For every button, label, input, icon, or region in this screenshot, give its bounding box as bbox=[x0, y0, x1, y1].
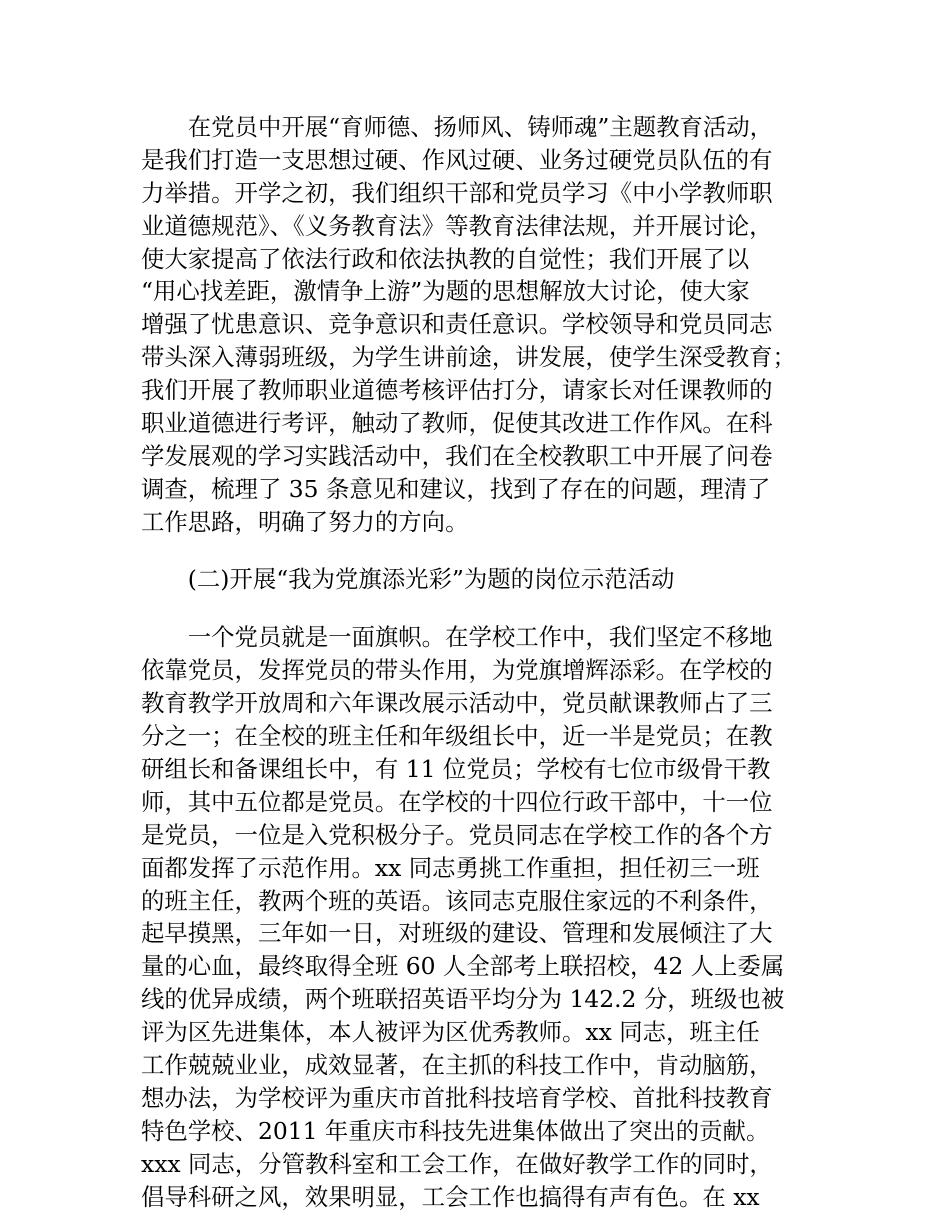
text-line: 使大家提高了依法行政和依法执教的自觉性；我们开展了以 bbox=[141, 244, 750, 273]
text-line: 教育教学开放周和六年课改展示活动中，党员献课教师占了三 bbox=[141, 689, 773, 718]
text-line: 想办法，为学校评为重庆市首批科技培育学校、首批科技教育 bbox=[141, 1083, 773, 1112]
text-line: 职业道德进行考评，触动了教师，促使其改进工作作风。在科 bbox=[141, 409, 773, 438]
text-line: 特色学校、2011 年重庆市科技先进集体做出了突出的贡献。 bbox=[141, 1116, 770, 1145]
section-heading bbox=[141, 563, 811, 596]
text-line: 带头深入薄弱班级，为学生讲前途，讲发展，使学生深受教育； bbox=[141, 343, 796, 372]
text-line: 量的心血，最终取得全班 60 人全部考上联招校，42 人上委属 bbox=[141, 952, 785, 981]
text-line: 在党员中开展“育师德、扬师风、铸师魂”主题教育活动， bbox=[141, 113, 774, 141]
text-line: 增强了忧患意识、竞争意识和责任意识。学校领导和党员同志 bbox=[141, 310, 773, 339]
paragraph-1 bbox=[141, 111, 811, 539]
text-line: 研组长和备课组长中，有 11 位党员；学校有七位市级骨干教 bbox=[141, 755, 771, 784]
text-line: 工作思路，明确了努力的方向。 bbox=[141, 507, 469, 536]
text-line: 面都发挥了示范作用。xx 同志勇挑工作重担，担任初三一班 bbox=[141, 853, 760, 882]
section-heading-text: (二)开展“我为党旗添光彩”为题的岗位示范活动 bbox=[141, 564, 675, 593]
paragraph-spacer bbox=[141, 595, 811, 621]
text-line: 分之一；在全校的班主任和年级组长中，近一半是党员；在教 bbox=[141, 722, 773, 751]
document-body bbox=[141, 111, 811, 1214]
text-line: 一个党员就是一面旗帜。在学校工作中，我们坚定不移地 bbox=[141, 623, 773, 652]
text-line: 力举措。开学之初，我们组织干部和党员学习《中小学教师职 bbox=[141, 178, 773, 207]
text-line: “用心找差距，激情争上游”为题的思想解放大讨论，使大家 bbox=[141, 277, 750, 306]
text-line: 倡导科研之风，效果明显，工会工作也搞得有声有色。在 xx bbox=[141, 1182, 760, 1211]
text-line: 依靠党员，发挥党员的带头作用，为党旗增辉添彩。在学校的 bbox=[141, 656, 773, 685]
text-line: 是党员，一位是入党积极分子。党员同志在学校工作的各个方 bbox=[141, 820, 773, 849]
text-line: 调查，梳理了 35 条意见和建议，找到了存在的问题，理清了 bbox=[141, 474, 771, 503]
paragraph-2 bbox=[141, 621, 811, 1213]
text-line: xxx 同志，分管教科室和工会工作，在做好教学工作的同时， bbox=[141, 1149, 773, 1178]
text-line: 工作兢兢业业，成效显著，在主抓的科技工作中，肯动脑筋， bbox=[141, 1051, 773, 1080]
text-line: 的班主任，教两个班的英语。该同志克服住家远的不利条件， bbox=[141, 886, 773, 915]
text-line: 我们开展了教师职业道德考核评估打分，请家长对任课教师的 bbox=[141, 376, 773, 405]
text-line: 评为区先进集体，本人被评为区优秀教师。xx 同志，班主任 bbox=[141, 1018, 760, 1047]
text-line: 起早摸黑，三年如一日，对班级的建设、管理和发展倾注了大 bbox=[141, 919, 773, 948]
paragraph-spacer bbox=[141, 539, 811, 563]
text-line: 业道德规范》、《义务教育法》等教育法律法规，并开展讨论， bbox=[141, 211, 773, 240]
text-line: 学发展观的学习实践活动中，我们在全校教职工中开展了问卷 bbox=[141, 441, 773, 470]
text-line: 师，其中五位都是党员。在学校的十四位行政干部中，十一位 bbox=[141, 787, 773, 816]
text-line: 线的优异成绩，两个班联招英语平均分为 142.2 分，班级也被 bbox=[141, 985, 785, 1014]
text-line: 是我们打造一支思想过硬、作风过硬、业务过硬党员队伍的有 bbox=[141, 145, 773, 174]
